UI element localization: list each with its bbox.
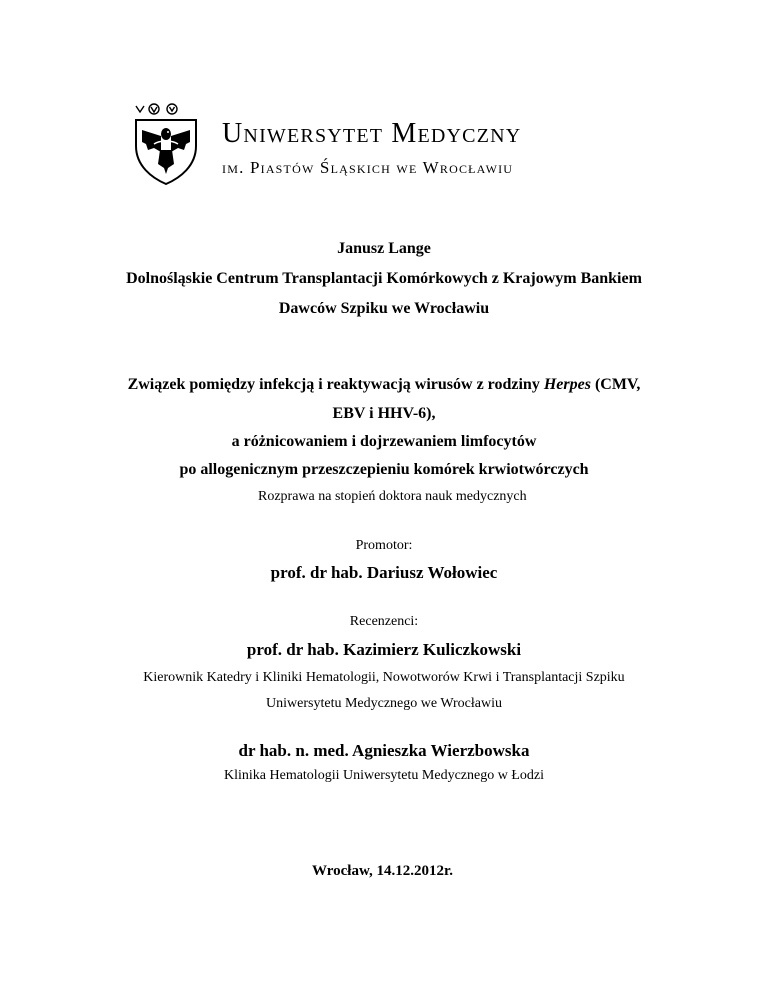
thesis-title-line1 (0, 376, 768, 394)
university-name: Uniwersytet Medyczny (222, 118, 522, 149)
thesis-title-line3: a różnicowaniem i dojrzewaniem limfocytów (231, 433, 537, 450)
author-affiliation-line1: Dolnośląskie Centrum Transplantacji Komórkowych z Krajowym Bankiem (126, 270, 642, 287)
thesis-title-part2: (CMV, (590, 376, 641, 393)
author-affiliation-line2: Dawców Szpiku we Wrocławiu (278, 300, 490, 317)
reviewer1-affiliation-line1: Kierownik Katedry i Kliniki Hematologii, Nowotworów Krwi i Transplantacji Szpiku (143, 670, 625, 685)
place-and-date: Wrocław, 14.12.2012r. (312, 863, 453, 879)
promoter-label: Promotor: (355, 538, 413, 553)
reviewer2-name: dr hab. n. med. Agnieszka Wierzbowska (238, 741, 530, 760)
thesis-title-italic: Herpes (543, 376, 591, 393)
thesis-title-line2: EBV i HHV-6), (332, 405, 436, 422)
promoter-name: prof. dr hab. Dariusz Wołowiec (270, 563, 498, 582)
thesis-title-line4: po allogenicznym przeszczepieniu komórek krwiotwórczych (179, 461, 589, 478)
reviewers-label: Recenzenci: (349, 614, 419, 629)
reviewer1-name: prof. dr hab. Kazimierz Kuliczkowski (246, 640, 522, 659)
reviewer2-affiliation: Klinika Hematologii Uniwersytetu Medycznego w Łodzi (224, 768, 544, 783)
university-subtitle: im. Piastów Śląskich we Wrocławiu (222, 158, 514, 177)
university-crest-icon (130, 100, 202, 186)
reviewer1-affiliation-line2: Uniwersytetu Medycznego we Wrocławiu (266, 696, 502, 711)
thesis-title-part1: Związek pomiędzy infekcją i reaktywacją wirusów z rodziny (127, 376, 544, 393)
thesis-degree: Rozprawa na stopień doktora nauk medycznych (258, 489, 527, 504)
author-name: Janusz Lange (337, 240, 431, 257)
